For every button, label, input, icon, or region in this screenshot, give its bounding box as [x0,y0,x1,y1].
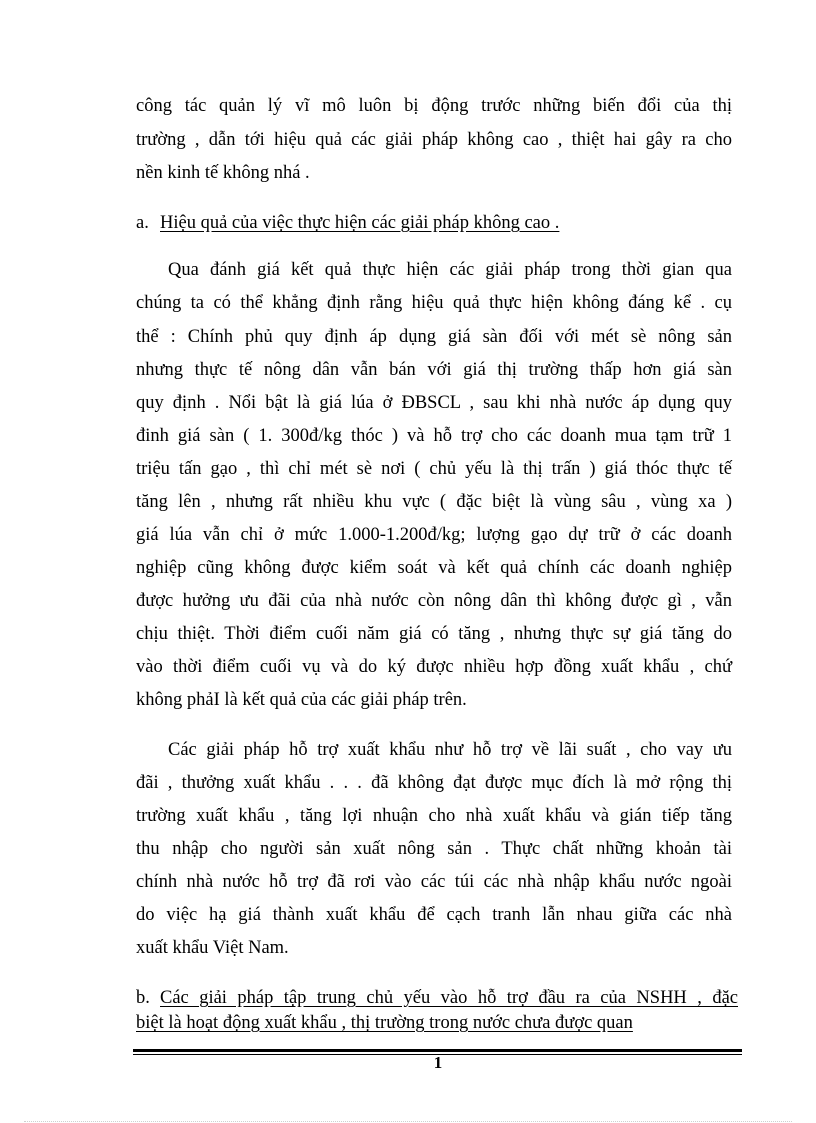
body-line: quy định . Nổi bật là giá lúa ở ĐBSCL , sau khi nhà nước áp dụng quy [136,393,732,413]
body-line: được hưởng ưu đãi của nhà nước còn nông dân thì không được gì , vẫn [136,591,732,611]
section-a-heading [136,212,559,234]
body-line: nhưng thực tế nông dân vẫn bán với giá thị trường thấp hơn giá sàn [136,360,732,380]
body-line: trường , dẫn tới hiệu quả các giải pháp không cao , thiệt hai gây ra cho [136,130,732,150]
body-line: Các giải pháp hỗ trợ xuất khẩu như hỗ trợ về lãi suất , cho vay ưu [168,740,732,760]
body-line: đãi , thưởng xuất khẩu . . . đã không đạt được mục đích là mở rộng thị [136,773,732,793]
body-line: nghiệp cũng không được kiểm soát và kết quả chính các doanh nghiệp [136,558,732,578]
page-border-dotted [24,1121,792,1122]
body-line: chính nhà nước hỗ trợ đã rơi vào các túi các nhà nhập khẩu nước ngoài [136,872,732,892]
body-line: tăng lên , nhưng rất nhiều khu vực ( đặc biệt là vùng sâu , vùng xa ) [136,492,732,512]
body-line: nền kinh tế không nhá . [136,163,310,183]
body-line: Qua đánh giá kết quả thực hiện các giải pháp trong thời gian qua [168,260,732,280]
body-line: trường xuất khẩu , tăng lợi nhuận cho nhà xuất khẩu và gián tiếp tăng [136,806,732,826]
body-line: vào thời điểm cuối vụ và do ký được nhiều hợp đồng xuất khẩu , chứ [136,657,732,677]
section-b-marker: b. [136,988,150,1008]
body-line: chúng ta có thể khẳng định rằng hiệu quả thực hiện không đáng kể . cụ [136,293,732,313]
body-line: chịu thiệt. Thời điểm cuối năm giá có tăng , nhưng thực sự giá tăng do [136,624,732,644]
body-line: thể : Chính phủ quy định áp dụng giá sàn đối với mét sè nông sản [136,327,732,347]
body-line: do việc hạ giá thành xuất khẩu để cạch tranh lẫn nhau giữa các nhà [136,905,732,925]
body-line: công tác quản lý vĩ mô luôn bị động trước những biến đổi của thị [136,96,732,116]
body-line: đinh giá sàn ( 1. 300đ/kg thóc ) và hỗ trợ cho các doanh mua tạm trữ 1 [136,426,732,446]
body-line: thu nhập cho người sản xuất nông sản . Thực chất những khoản tài [136,839,732,859]
body-line: giá lúa vẫn chỉ ở mức 1.000-1.200đ/kg; lượng gạo dự trữ ở các doanh [136,525,732,545]
body-line: triệu tấn gạo , thì chỉ mét sè nơi ( chủ yếu là thị trấn ) giá thóc thực tế [136,459,732,479]
footer-rule-thick [133,1049,742,1052]
section-b-title-line-2: biệt là hoạt động xuất khẩu , thị trường trong nước chưa được quan [136,1013,633,1033]
section-b-heading [136,987,738,1009]
section-a-marker: a. [136,213,149,233]
section-a-title: Hiệu quả của việc thực hiện các giải pháp không cao . [160,213,560,233]
page-number: 1 [433,1053,443,1072]
section-b-title-line-1: Các giải pháp tập trung chủ yếu vào hỗ trợ đầu ra của NSHH , đặc [160,988,738,1008]
body-line: xuất khẩu Việt Nam. [136,938,289,958]
body-line: không phảI là kết quả của các giải pháp trên. [136,690,467,710]
